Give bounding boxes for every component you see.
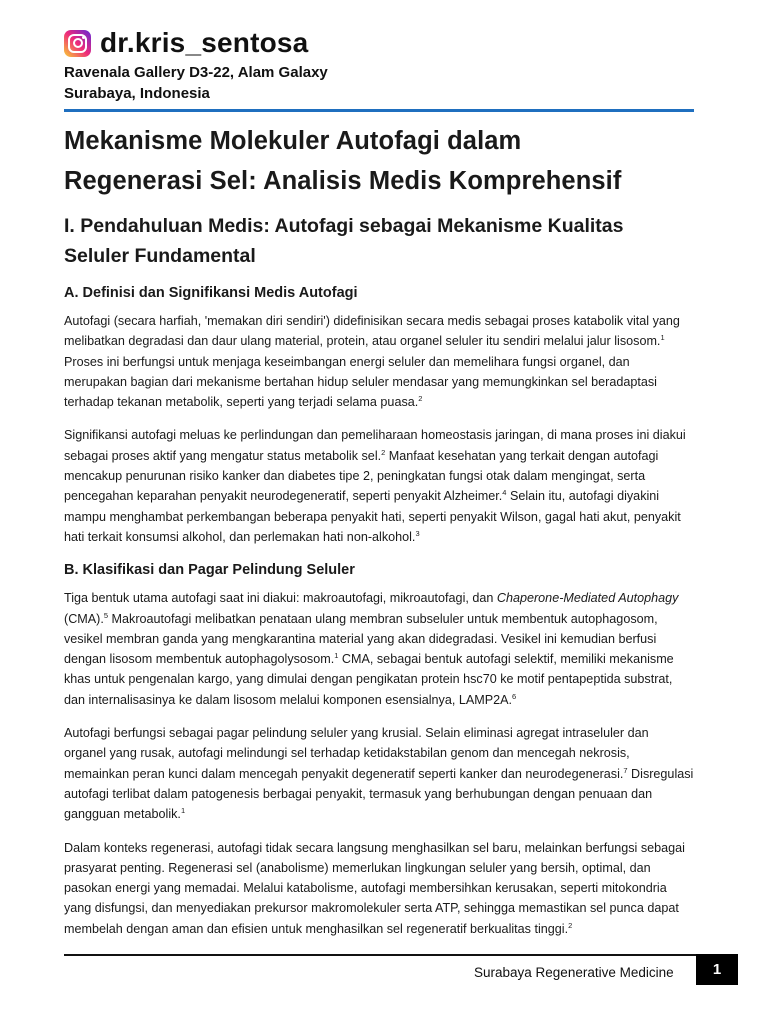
title-line-1: Mekanisme Molekuler Autofagi dalam — [64, 127, 522, 155]
footer-text: Surabaya Regenerative Medicine — [474, 965, 674, 980]
text-run: Tiga bentuk utama autofagi saat ini diakui: makroautofagi, mikroautofagi, dan — [64, 591, 497, 606]
text-run: Manfaat kesehatan yang terkait dengan autofagi mencakup penurunan risiko kanker dan diabetes tipe 2, peningkatan fungsi otak dalam mengingat, serta pencegahan keparahan penyakit neurodegeneratif, seperti penyakit Alzheimer. — [64, 448, 659, 504]
section-heading-1 — [64, 211, 694, 271]
paragraph-a2 — [64, 425, 694, 547]
instagram-icon — [64, 30, 91, 57]
citation: 2 — [418, 394, 423, 403]
text-run: (CMA). — [64, 611, 104, 626]
text-run: Autofagi (secara harfiah, 'memakan diri sendiri') didefinisikan secara medis sebagai proses katabolik vital yang melibatkan degradasi dan daur ulang material, protein, atau organel seluler itu sendiri melalui jalur lisosom. — [64, 314, 680, 349]
citation: 4 — [502, 488, 507, 498]
text-run: Dalam konteks regenerasi, autofagi tidak secara langsung menghasilkan sel baru, melainkan berfungsi sebagai prasyarat penting. Regenerasi sel (anabolisme) memerlukan lingkungan seluler yang bersih, optimal, dan pasokan energi yang memadai. Melalui katabolisme, autofagi membersihkan kerusakan, seperti mitokondria yang disfungsi, dan menyediakan prekursor makromolekuler serta ATP, sehingga memastikan sel punca dapat membelah dengan aman dan efisien untuk menghasilkan sel regeneratif berkualitas tinggi. — [64, 840, 685, 936]
footer-divider — [64, 954, 738, 956]
social-handle-row — [64, 26, 694, 60]
text-run: CMA, sebagai bentuk autofagi selektif, memiliki mekanisme khas untuk pengenalan kargo, yang dimulai dengan pengikatan protein hsc70 ke motif pentapeptida substrat, dan internalisasinya ke dalam lisosom melalui komponen esensialnya, LAMP2A. — [64, 652, 674, 707]
document-header — [64, 26, 694, 104]
header-divider — [64, 109, 694, 112]
title-line-2: Regenerasi Sel: Analisis Medis Komprehensif — [64, 167, 622, 195]
italic-term: Chaperone-Mediated Autophagy — [496, 591, 679, 606]
citation: 1 — [660, 333, 665, 343]
citation: 2 — [381, 447, 386, 457]
citation: 7 — [623, 765, 628, 775]
text-run: Signifikansi autofagi meluas ke perlindungan dan pemeliharaan homeostasis jaringan, di mana proses ini diakui sebagai proses aktif yang mengatur status metabolik sel. — [64, 428, 686, 463]
page-number: 1 — [696, 954, 738, 985]
text-run: Selain itu, autofagi diyakini mampu menghambat perkembangan beberapa penyakit hati, seperti penyakit Wilson, gagal hati akut, penyakit hati terkait konsumsi alkohol, dan perlemakan hati non-alkohol. — [64, 489, 681, 544]
section-heading-1-line-1: I. Pendahuluan Medis: Autofagi sebagai Mekanisme Kualitas — [64, 215, 624, 237]
text-run: Proses ini berfungsi untuk menjaga keseimbangan energi seluler dan memelihara fungsi organel, dan merupakan bagian dari mekanisme bertahan hidup seluler mendasar yang memungkinkan sel beradaptasi terhadap tekanan metabolik, seperti yang terjadi selama puasa. — [64, 354, 657, 410]
paragraph-a1 — [64, 311, 694, 412]
address-line-1: Ravenala Gallery D3-22, Alam Galaxy — [64, 64, 328, 81]
document-body — [64, 121, 694, 939]
section-heading-1-line-2: Seluler Fundamental — [64, 245, 256, 267]
citation: 1 — [180, 806, 186, 816]
address-line-2: Surabaya, Indonesia — [64, 85, 210, 102]
subsection-heading-b: B. Klasifikasi dan Pagar Pelindung Seluler — [64, 562, 355, 579]
paragraph-b2 — [64, 723, 694, 824]
citation: 1 — [334, 650, 339, 660]
citation: 3 — [415, 528, 420, 538]
paragraph-b3 — [64, 838, 694, 939]
text-run: Autofagi berfungsi sebagai pagar pelindung seluler yang krusial. Selain eliminasi agregat intraseluler dan organel yang rusak, autofagi melindungi sel terhadap ketidakstabilan genom dan mencegah nekrosis, memainkan peran kunci dalam mencegah penyakit degeneratif seperti kanker dan neurodegenerasi. — [64, 726, 649, 781]
citation: 6 — [512, 691, 517, 701]
citation: 5 — [103, 610, 109, 620]
document-title — [64, 121, 694, 201]
text-run: Makroautofagi melibatkan penataan ulang membran subseluler untuk membentuk autophagosom, vesikel membran ganda yang mengkarantina material yang akan didegradasi. Vesikel ini kemudian berfusi dengan lisosom membentuk autophagolysosom. — [64, 611, 658, 667]
text-run: Disregulasi autofagi terlibat dalam patogenesis berbagai penyakit, termasuk yang berhubungan dengan penuaan dan gangguan metabolik. — [64, 766, 694, 822]
citation: 2 — [568, 920, 573, 930]
social-handle: dr.kris_sentosa — [100, 27, 309, 58]
subsection-heading-a: A. Definisi dan Signifikansi Medis Autofagi — [64, 285, 358, 301]
paragraph-b1 — [64, 588, 694, 710]
